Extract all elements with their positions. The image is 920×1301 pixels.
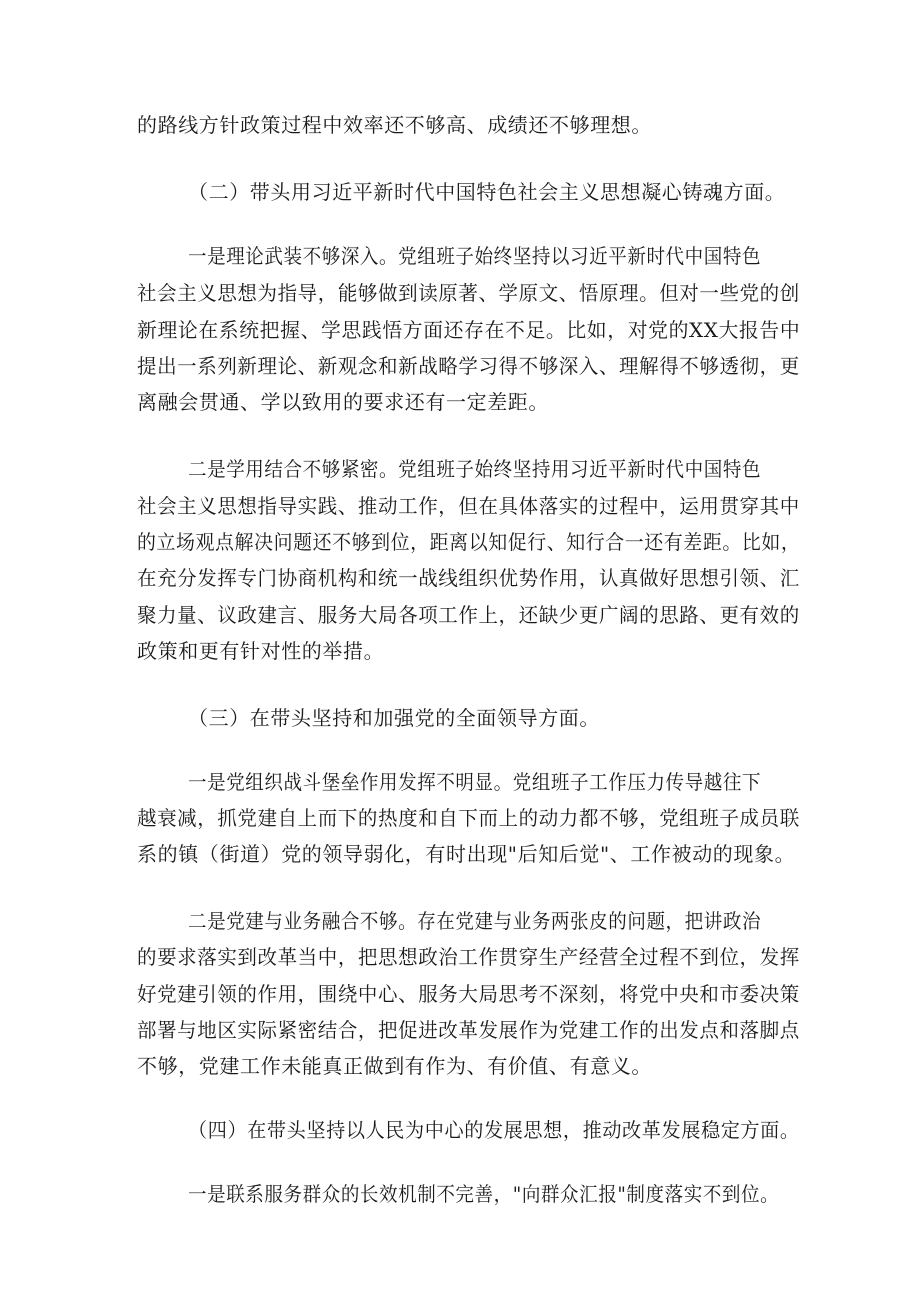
paragraph-line: 在充分发挥专门协商机构和统一战线组织优势作用，认真做好思想引领、汇 [137,566,800,590]
section-heading-4: （四）在带头坚持以人民为中心的发展思想，推动改革发展稳定方面。 [188,1118,800,1142]
paragraph-line: 系的镇（街道）党的领导弱化，有时出现"后知后觉"、工作被动的现象。 [137,842,796,866]
paragraph-line: 越衰减，抓党建自上而下的热度和自下而上的动力都不够，党组班子成员联 [137,806,800,830]
paragraph-line: 新理论在系统把握、学思践悟方面还存在不足。比如，对党的XX大报告中 [137,318,801,342]
section-heading-3: （三）在带头坚持和加强党的全面领导方面。 [188,706,600,730]
section-heading-2: （二）带头用习近平新时代中国特色社会主义思想凝心铸魂方面。 [188,180,786,204]
paragraph-line: 二是学用结合不够紧密。党组班子始终坚持用习近平新时代中国特色 [188,457,762,481]
paragraph-line: 好党建引领的作用，围绕中心、服务大局思考不深刻，将党中央和市委决策 [137,982,800,1006]
paragraph-line: 提出一系列新理论、新观念和新战略学习得不够深入、理解得不够透彻，更 [137,354,800,378]
paragraph-line: 一是理论武装不够深入。党组班子始终坚持以习近平新时代中国特色 [188,244,762,268]
paragraph-line: 的路线方针政策过程中效率还不够高、成绩还不够理想。 [137,113,652,137]
paragraph-line: 聚力量、议政建言、服务大局各项工作上，还缺少更广阔的思路、更有效的 [137,603,800,627]
paragraph-line: 一是联系服务群众的长效机制不完善，"向群众汇报"制度落实不到位。 [188,1182,780,1206]
paragraph-line: 的立场观点解决问题还不够到位，距离以知促行、知行合一还有差距。比如， [137,530,801,554]
paragraph-line: 二是党建与业务融合不够。存在党建与业务两张皮的问题，把讲政治 [188,909,762,933]
paragraph-line: 不够，党建工作未能真正做到有作为、有价值、有意义。 [137,1054,652,1078]
paragraph-line: 社会主义思想为指导，能够做到读原著、学原文、悟原理。但对一些党的创 [137,281,800,305]
paragraph-line: 一是党组织战斗堡垒作用发挥不明显。党组班子工作压力传导越往下 [188,770,762,794]
paragraph-line: 政策和更有针对性的举措。 [137,639,385,663]
paragraph-line: 部署与地区实际紧密结合，把促进改革发展作为党建工作的出发点和落脚点 [137,1018,800,1042]
paragraph-line: 的要求落实到改革当中，把思想政治工作贯穿生产经营全过程不到位，发挥 [137,945,800,969]
paragraph-line: 社会主义思想指导实践、推动工作，但在具体落实的过程中，运用贯穿其中 [137,494,800,518]
paragraph-line: 离融会贯通、学以致用的要求还有一定差距。 [137,390,549,414]
